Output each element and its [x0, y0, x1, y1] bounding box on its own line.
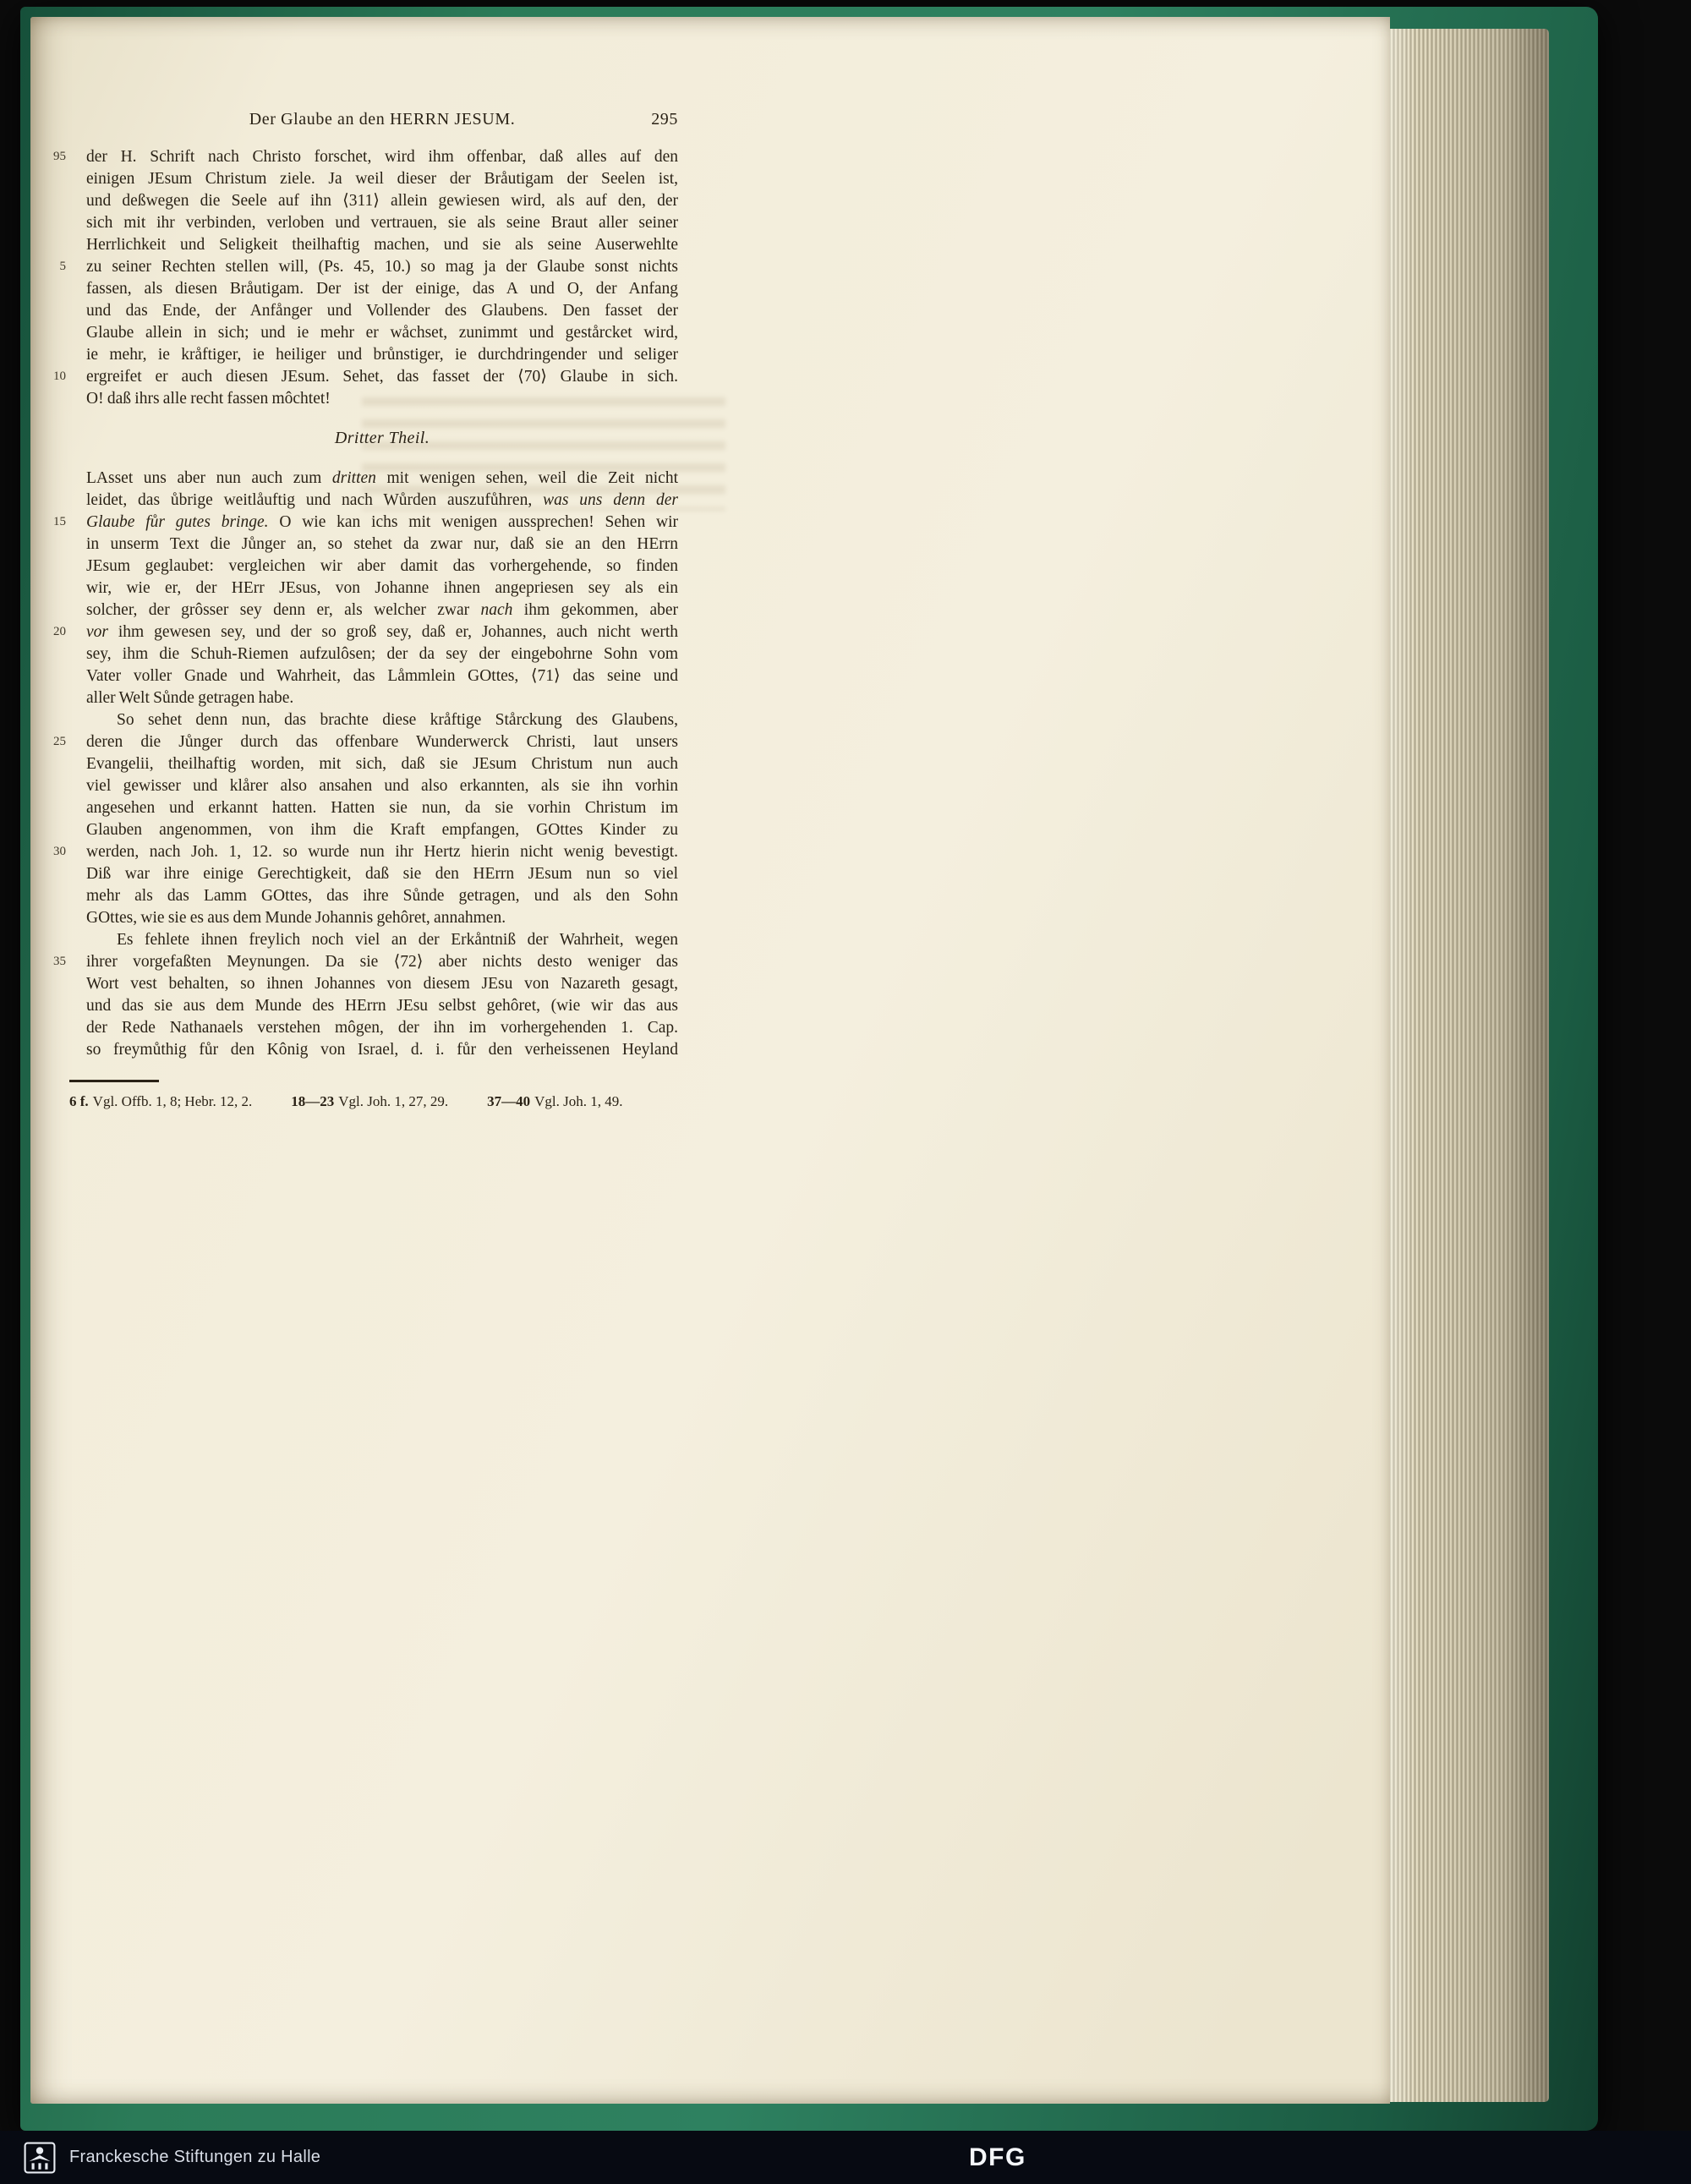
page-number: 295: [651, 110, 678, 129]
text-line: [86, 863, 678, 885]
viewer-footer: [0, 2131, 1691, 2184]
footnote-label: 37—40: [487, 1092, 531, 1109]
line-text: GOttes, wie sie es aus dem Munde Johannis gehôret, annahmen.: [86, 909, 506, 927]
text-line: [86, 577, 678, 599]
text-line: [86, 885, 678, 907]
text-line: [86, 490, 678, 512]
line-text: angesehen und erkannt hatten. Hatten sie nun, da sie vorhin Christum im: [86, 799, 678, 817]
text-line: [86, 819, 678, 841]
text-line: [86, 300, 678, 322]
footnote-separator: [69, 1080, 159, 1082]
franckesche-stiftungen-logo: [24, 2142, 56, 2174]
line-text: deren die Jůnger durch das offenbare Wunderwerck Christi, laut unsers: [86, 733, 678, 751]
line-text: Glaube fůr gutes bringe. O wie kan ichs mit wenigen aussprechen! Sehen wir: [86, 513, 678, 531]
text-line: [86, 709, 678, 731]
line-number: 20: [53, 625, 66, 638]
line-number: 25: [53, 735, 66, 748]
line-text: der Rede Nathanaels verstehen môgen, der ihn im vorhergehenden 1. Cap.: [86, 1019, 678, 1037]
text-line: [86, 468, 678, 490]
text-line: [86, 534, 678, 556]
line-text: werden, nach Joh. 1, 12. so wurde nun ihr Hertz hierin nicht wenig bevestigt.: [86, 843, 678, 861]
text-line: [53, 366, 678, 388]
line-text: und das sie aus dem Munde des HErrn JEsu selbst gehôret, (wie wir das aus: [86, 997, 678, 1015]
line-text: fassen, als diesen Bråutigam. Der ist der einige, das A und O, der Anfang: [86, 280, 678, 298]
paragraph: [53, 929, 678, 1061]
text-line: [86, 907, 678, 929]
footnote: [487, 1093, 622, 1110]
line-text: Vater voller Gnade und Wahrheit, das Låmmlein GOttes, ⟨71⟩ das seine und: [86, 667, 678, 685]
footnote-text: Vgl. Joh. 1, 27, 29.: [338, 1092, 449, 1109]
line-number: 10: [53, 369, 66, 383]
line-text: mehr als das Lamm GOttes, das ihre Sůnde getragen, und als den Sohn: [86, 887, 678, 905]
text-line: [86, 995, 678, 1017]
line-text: ihrer vorgefaßten Meynungen. Da sie ⟨72⟩ aber nichts desto weniger das: [86, 953, 678, 971]
line-text: Glauben angenommen, von ihm die Kraft empfangen, GOttes Kinder zu: [86, 821, 678, 839]
line-text: sich mit ihr verbinden, verloben und vertrauen, sie als seine Braut aller seiner: [86, 214, 678, 232]
line-text: Wort vest behalten, so ihnen Johannes von diesem JEsu von Nazareth gesagt,: [86, 975, 678, 993]
line-text: viel gewisser und klårer also ansahen und also erkannten, als sie ihn vorhin: [86, 777, 678, 795]
text-line: [53, 731, 678, 753]
line-text: einigen JEsum Christum ziele. Ja weil dieser der Bråutigam der Seelen ist,: [86, 170, 678, 188]
book-page: [30, 17, 1390, 2104]
line-text: Diß war ihre einige Gerechtigkeit, daß sie den HErrn JEsum nun so viel: [86, 865, 678, 883]
line-text: aller Welt Sůnde getragen habe.: [86, 689, 294, 707]
institution-label: Franckesche Stiftungen zu Halle: [69, 2148, 321, 2166]
line-text: und deßwegen die Seele auf ihn ⟨311⟩ allein gewiesen wird, als auf den, der: [86, 192, 678, 210]
line-text: LAsset uns aber nun auch zum dritten mit wenigen sehen, weil die Zeit nicht: [86, 469, 678, 487]
line-number: 35: [53, 955, 66, 968]
line-text: vor ihm gewesen sey, und der so groß sey, daß er, Johannes, auch nicht werth: [86, 623, 678, 641]
text-line: [53, 621, 678, 643]
text-line: [86, 753, 678, 775]
line-text: Herrlichkeit und Seligkeit theilhaftig machen, und sie als seine Auserwehlte: [86, 236, 678, 254]
running-title: Der Glaube an den HERRN JESUM.: [249, 110, 516, 129]
paragraph: [53, 709, 678, 929]
text-line: [86, 1017, 678, 1039]
line-text: solcher, der grôsser sey denn er, als welcher zwar nach ihm gekommen, aber: [86, 601, 678, 619]
text-line: [53, 841, 678, 863]
line-text: und das Ende, der Anfånger und Vollender des Glaubens. Den fasset der: [86, 302, 678, 320]
text-line: [86, 665, 678, 687]
text-line: [86, 344, 678, 366]
line-text: Evangelii, theilhaftig worden, mit sich, daß sie JEsum Christum nun auch: [86, 755, 678, 773]
text-line: [86, 643, 678, 665]
dfg-logo: DFG: [969, 2143, 1026, 2171]
page-body: [53, 146, 678, 1061]
line-text: Glaube allein in sich; und ie mehr er wåchset, zunimmt und gestårcket wird,: [86, 324, 678, 342]
text-line: [86, 973, 678, 995]
footer-left: [24, 2131, 320, 2184]
line-text: ergreifet er auch diesen JEsum. Sehet, das fasset der ⟨70⟩ Glaube in sich.: [86, 368, 678, 386]
line-text: JEsum geglaubet: vergleichen wir aber damit das vorhergehende, so finden: [86, 557, 678, 575]
text-line: [86, 190, 678, 212]
line-text: ie mehr, ie kråftiger, ie heiliger und brůnstiger, ie durchdringender und seliger: [86, 346, 678, 364]
line-number: 15: [53, 515, 66, 528]
line-text: O! daß ihrs alle recht fassen môchtet!: [86, 390, 331, 408]
paragraph: [53, 468, 678, 709]
line-text: zu seiner Rechten stellen will, (Ps. 45, 10.) so mag ja der Glaube sonst nichts: [86, 258, 678, 276]
line-text: leidet, das ůbrige weitlåuftig und nach Wůrden auszufůhren, was uns denn der: [86, 491, 678, 509]
text-line: [86, 388, 678, 410]
text-line: [86, 322, 678, 344]
text-block: [53, 110, 678, 1110]
text-line: [86, 929, 678, 951]
line-number: 5: [59, 260, 66, 273]
line-text: Es fehlete ihnen freylich noch viel an der Erkåntniß der Wahrheit, wegen: [117, 931, 678, 949]
line-text: So sehet denn nun, das brachte diese kråftige Stårckung des Glaubens,: [117, 711, 678, 729]
text-line: [86, 599, 678, 621]
book-page-edges: [1387, 29, 1549, 2102]
text-line: [86, 234, 678, 256]
text-line: [53, 146, 678, 168]
line-text: in unserm Text die Jůnger an, so stehet da zwar nur, daß sie an den HErrn: [86, 535, 678, 553]
text-line: [86, 1039, 678, 1061]
footnote-text: Vgl. Joh. 1, 49.: [534, 1092, 623, 1109]
line-text: so freymůthig fůr den Kônig von Israel, d. i. fůr den verheissenen Heyland: [86, 1041, 678, 1059]
paragraph: [53, 146, 678, 410]
text-line: [86, 168, 678, 190]
footnote-label: 6 f.: [69, 1092, 89, 1109]
line-text: wir, wie er, der HErr JEsus, von Johanne ihnen angepriesen sey als ein: [86, 579, 678, 597]
text-line: [53, 512, 678, 534]
text-line: [59, 256, 678, 278]
footnote: [69, 1093, 252, 1110]
page-header: [86, 110, 678, 132]
footnote-label: 18—23: [291, 1092, 335, 1109]
text-line: [86, 775, 678, 797]
text-line: [86, 797, 678, 819]
text-line: [86, 556, 678, 577]
footnote: [291, 1093, 448, 1110]
text-line: [86, 278, 678, 300]
text-line: [86, 687, 678, 709]
line-text: der H. Schrift nach Christo forschet, wird ihm offenbar, daß alles auf den: [86, 148, 678, 166]
footnote-text: Vgl. Offb. 1, 8; Hebr. 12, 2.: [92, 1092, 253, 1109]
footnotes: [69, 1093, 678, 1110]
text-line: [86, 212, 678, 234]
line-number: 30: [53, 845, 66, 858]
text-line: [53, 951, 678, 973]
line-number: 95: [53, 150, 66, 163]
section-heading: Dritter Theil.: [334, 429, 430, 447]
line-text: sey, ihm die Schuh-Riemen aufzulôsen; der da sey der eingebohrne Sohn vom: [86, 645, 678, 663]
